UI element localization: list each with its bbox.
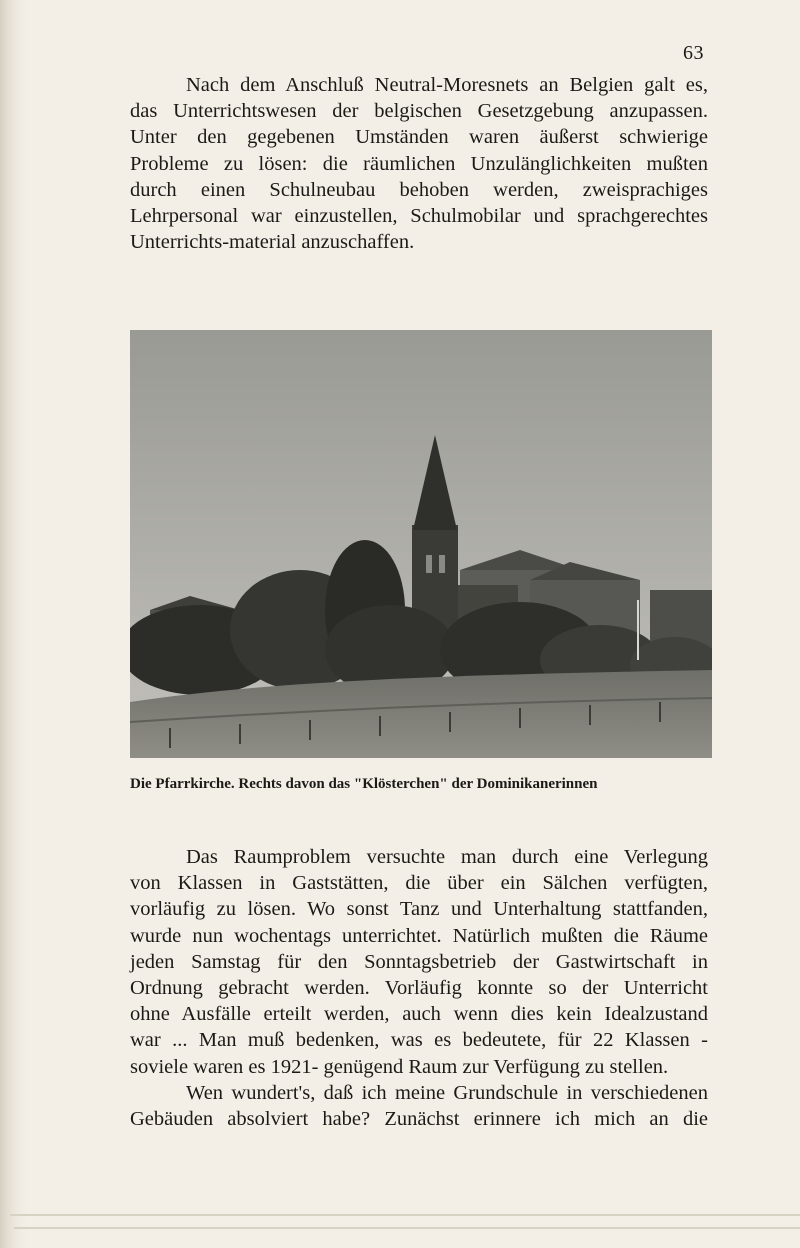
text-line: wurde nun wochentags unterrichtet. Natürlich mußten die Räume: [130, 924, 708, 947]
paragraph: [130, 1080, 708, 1132]
paragraph: [130, 72, 708, 255]
text-line: Probleme zu lösen: die räumlichen Unzulänglichkeiten mußten: [130, 152, 708, 175]
paragraph: [130, 844, 708, 1080]
text-line: Gebäuden absolviert habe? Zunächst erinnere ich mich an die: [130, 1108, 708, 1131]
text-line: soviele waren es 1921- genügend Raum zur Verfügung zu stellen.: [130, 1055, 669, 1078]
text-line: das Unterrichtswesen der belgischen Gesetzgebung anzupassen.: [130, 100, 708, 123]
text-line: von Klassen in Gaststätten, die über ein Sälchen verfügten,: [130, 872, 708, 895]
text-line: war ... Man muß bedenken, was es bedeutete, für 22 Klassen -: [130, 1029, 708, 1052]
text-line: vorläufig zu lösen. Wo sonst Tanz und Unterhaltung stattfanden,: [130, 898, 708, 921]
paragraph-body: [130, 844, 708, 1132]
page-number: 63: [683, 42, 704, 64]
text-line: Unterrichts-material anzuschaffen.: [130, 231, 415, 254]
text-line: jeden Samstag für den Sonntagsbetrieb der Gastwirtschaft in: [130, 950, 708, 973]
text-line: Lehrpersonal war einzustellen, Schulmobilar und sprachgerechtes: [130, 205, 708, 228]
figure-caption: Die Pfarrkirche. Rechts davon das "Klösterchen" der Dominikanerinnen: [130, 776, 598, 792]
paragraph-intro: [130, 72, 708, 255]
text-line: Nach dem Anschluß Neutral-Moresnets an Belgien galt es,: [186, 74, 708, 96]
text-line: Wen wundert's, daß ich meine Grundschule in verschiedenen: [186, 1081, 708, 1104]
church-photo: [130, 330, 712, 758]
text-line: Das Raumproblem versuchte man durch eine Verlegung: [186, 846, 708, 868]
text-line: Ordnung gebracht werden. Vorläufig konnte so der Unterricht: [130, 977, 708, 1000]
text-line: Unter den gegebenen Umständen waren äußerst schwierige: [130, 126, 708, 149]
text-line: ohne Ausfälle erteilt werden, auch wenn dies kein Idealzustand: [130, 1003, 708, 1026]
text-line: durch einen Schulneubau behoben werden, zweisprachiges: [130, 178, 708, 201]
